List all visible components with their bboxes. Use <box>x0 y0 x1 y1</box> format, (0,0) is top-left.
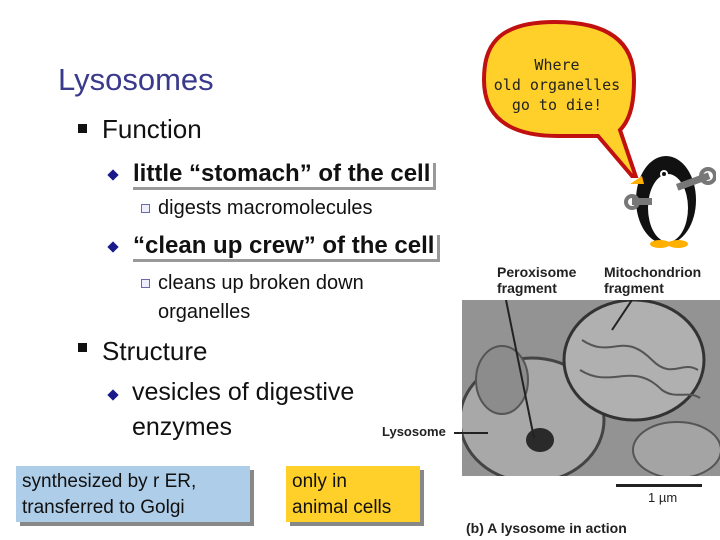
box-animal-line1: only in <box>292 471 347 492</box>
label-lysosome: Lysosome <box>382 424 446 439</box>
box-synthesized <box>16 466 250 522</box>
bullet-cleans-1: cleans up broken down <box>158 272 364 294</box>
bubble-line2: old organelles <box>493 76 621 94</box>
penguin-icon <box>620 140 716 250</box>
bullet-cleans-2: organelles <box>158 301 251 323</box>
bullet-square-small <box>141 204 150 213</box>
bullet-stomach: little “stomach” of the cell <box>130 160 433 187</box>
box-synthesized-line1: synthesized by r ER, <box>22 471 197 492</box>
bubble-line1: Where <box>534 56 580 74</box>
label-mito-2: fragment <box>604 280 664 296</box>
bullet-function: Function <box>102 114 202 144</box>
bullet-digests: digests macromolecules <box>158 197 373 219</box>
box-animal-line2: animal cells <box>292 497 392 518</box>
bullet-vesicles-1: vesicles of digestive <box>132 378 355 406</box>
label-peroxisome-2: fragment <box>497 280 557 296</box>
bullet-vesicles-2: enzymes <box>132 413 233 441</box>
bullet-clean: “clean up crew” of the cell <box>130 232 437 259</box>
bullet-square <box>78 124 87 133</box>
slide-title: Lysosomes <box>58 62 214 97</box>
bullet-structure: Structure <box>102 336 208 366</box>
lysosome-micrograph <box>462 300 720 476</box>
label-peroxisome-1: Peroxisome <box>497 264 577 280</box>
label-mitochondrion <box>604 264 701 296</box>
figure-caption: (b) A lysosome in action <box>466 520 627 536</box>
scale-bar <box>616 484 702 487</box>
scale-label: 1 µm <box>648 490 678 505</box>
bullet-square-small <box>141 279 150 288</box>
bullet-diamond <box>107 241 118 252</box>
bullet-diamond <box>107 389 118 400</box>
box-synthesized-line2: transferred to Golgi <box>22 497 185 518</box>
bubble-line3: go to die! <box>511 96 603 114</box>
bullet-square <box>78 343 87 352</box>
box-animal-cells <box>286 466 420 522</box>
label-peroxisome <box>497 264 576 296</box>
bullet-diamond <box>107 169 118 180</box>
label-mito-1: Mitochondrion <box>604 264 702 280</box>
